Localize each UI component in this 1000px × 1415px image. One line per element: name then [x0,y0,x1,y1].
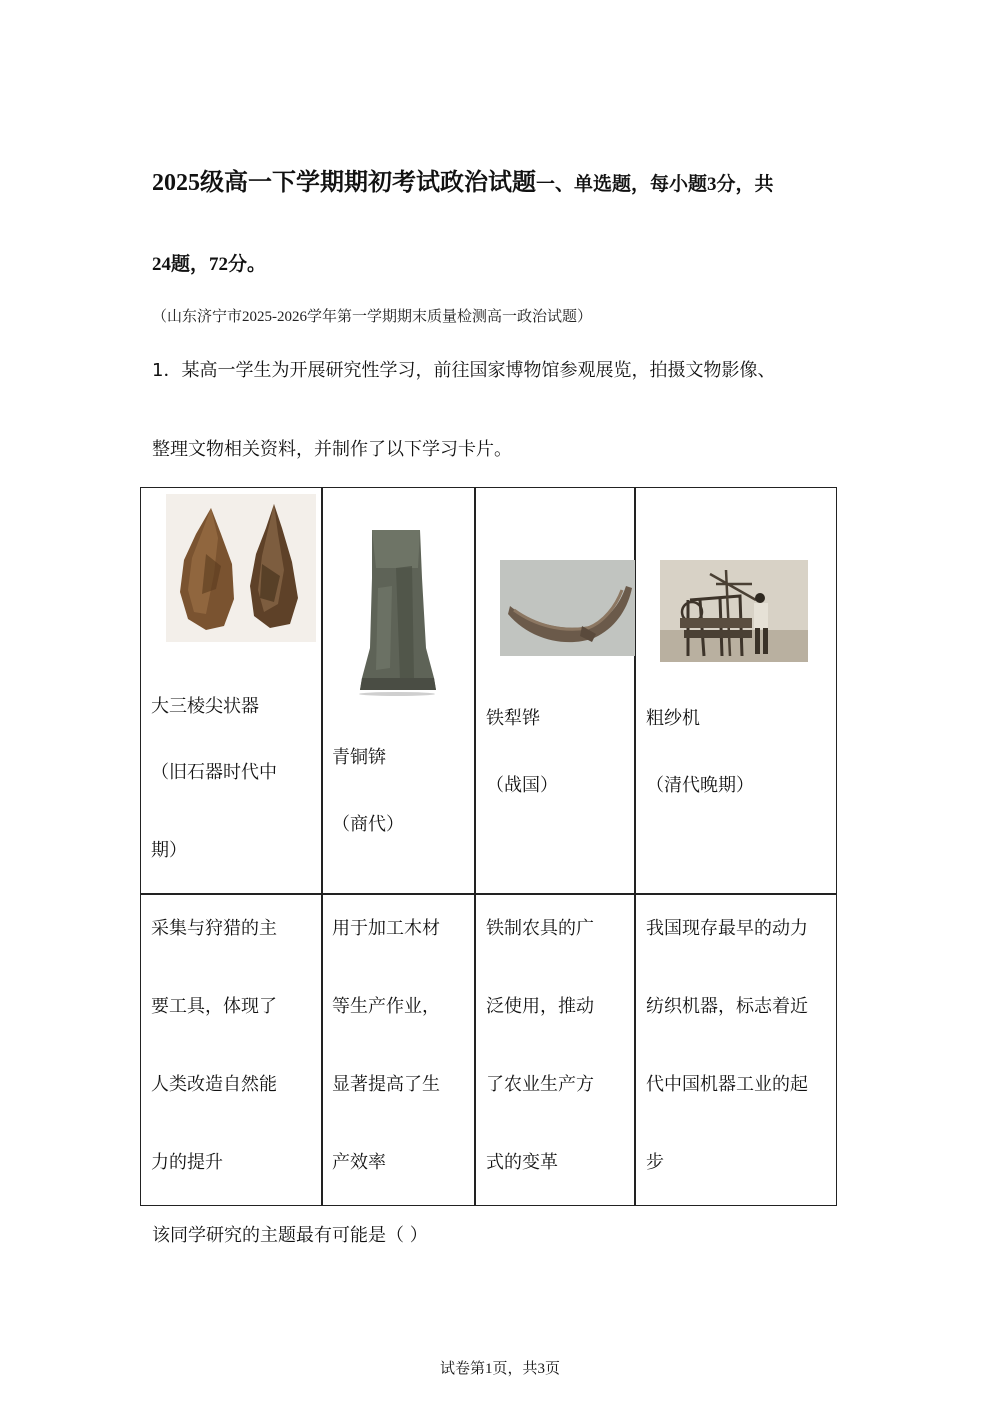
card-1-name: 大三棱尖状器 [151,696,259,717]
card-1-desc-line-2: 要工具，体现了 [151,996,277,1017]
table-divider [321,488,323,1205]
card-3-desc-line-1: 铁制农具的广 [486,918,594,939]
title-main: 2025级高一下学期期初考试政治试题 [152,170,536,196]
card-3-era-line-1: （战国） [486,775,558,796]
card-1-desc-line-1: 采集与狩猎的主 [151,918,277,939]
question-source: （山东济宁市2025-2026学年第一学期期末质量检测高一政治试题） [152,309,592,325]
card-1-desc-line-4: 力的提升 [151,1152,223,1173]
title-section-continued: 24题，72分。 [152,254,267,275]
card-2-desc-line-3: 显著提高了生 [332,1074,440,1095]
card-2-desc-line-4: 产效率 [332,1152,386,1173]
card-4-name: 粗纱机 [646,708,700,729]
card-2-desc-line-2: 等生产作业， [332,996,440,1017]
card-3-desc-line-3: 了农业生产方 [486,1074,594,1095]
card-2-desc-line-1: 用于加工木材 [332,918,440,939]
card-1-era-line-2: 期） [151,840,187,861]
stone-tools-image [166,494,316,642]
card-3-desc-line-4: 式的变革 [486,1152,558,1173]
card-4-era-line-1: （清代晚期） [646,775,754,796]
question-prompt: 该同学研究的主题最有可能是（ ） [152,1225,428,1246]
spinning-machine-image [660,560,808,662]
bronze-adze-image [352,528,442,696]
card-4-desc-line-3: 代中国机器工业的起 [646,1074,808,1095]
question-stem-line-1: 1．某高一学生为开展研究性学习，前往国家博物馆参观展览，拍摄文物影像、 [152,360,776,381]
page-footer: 试卷第1页，共3页 [439,1361,560,1377]
card-4-desc-line-1: 我国现存最早的动力 [646,918,808,939]
exam-title [152,168,872,199]
card-3-name: 铁犁铧 [486,708,540,729]
card-2-name: 青铜锛 [332,747,386,768]
card-4-desc-line-2: 纺织机器，标志着近 [646,996,808,1017]
table-divider [474,488,476,1205]
iron-plough-image [500,560,635,656]
card-3-desc-line-2: 泛使用，推动 [486,996,594,1017]
study-card-table [140,487,837,1206]
card-1-desc-line-3: 人类改造自然能 [151,1074,277,1095]
question-stem-line-2: 整理文物相关资料，并制作了以下学习卡片。 [152,439,512,460]
card-2-era-line-1: （商代） [332,814,404,835]
card-1-era-line-1: （旧石器时代中 [151,762,277,783]
card-4-desc-line-4: 步 [646,1152,664,1173]
title-section: 一、单选题，每小题3分，共 [536,174,774,195]
